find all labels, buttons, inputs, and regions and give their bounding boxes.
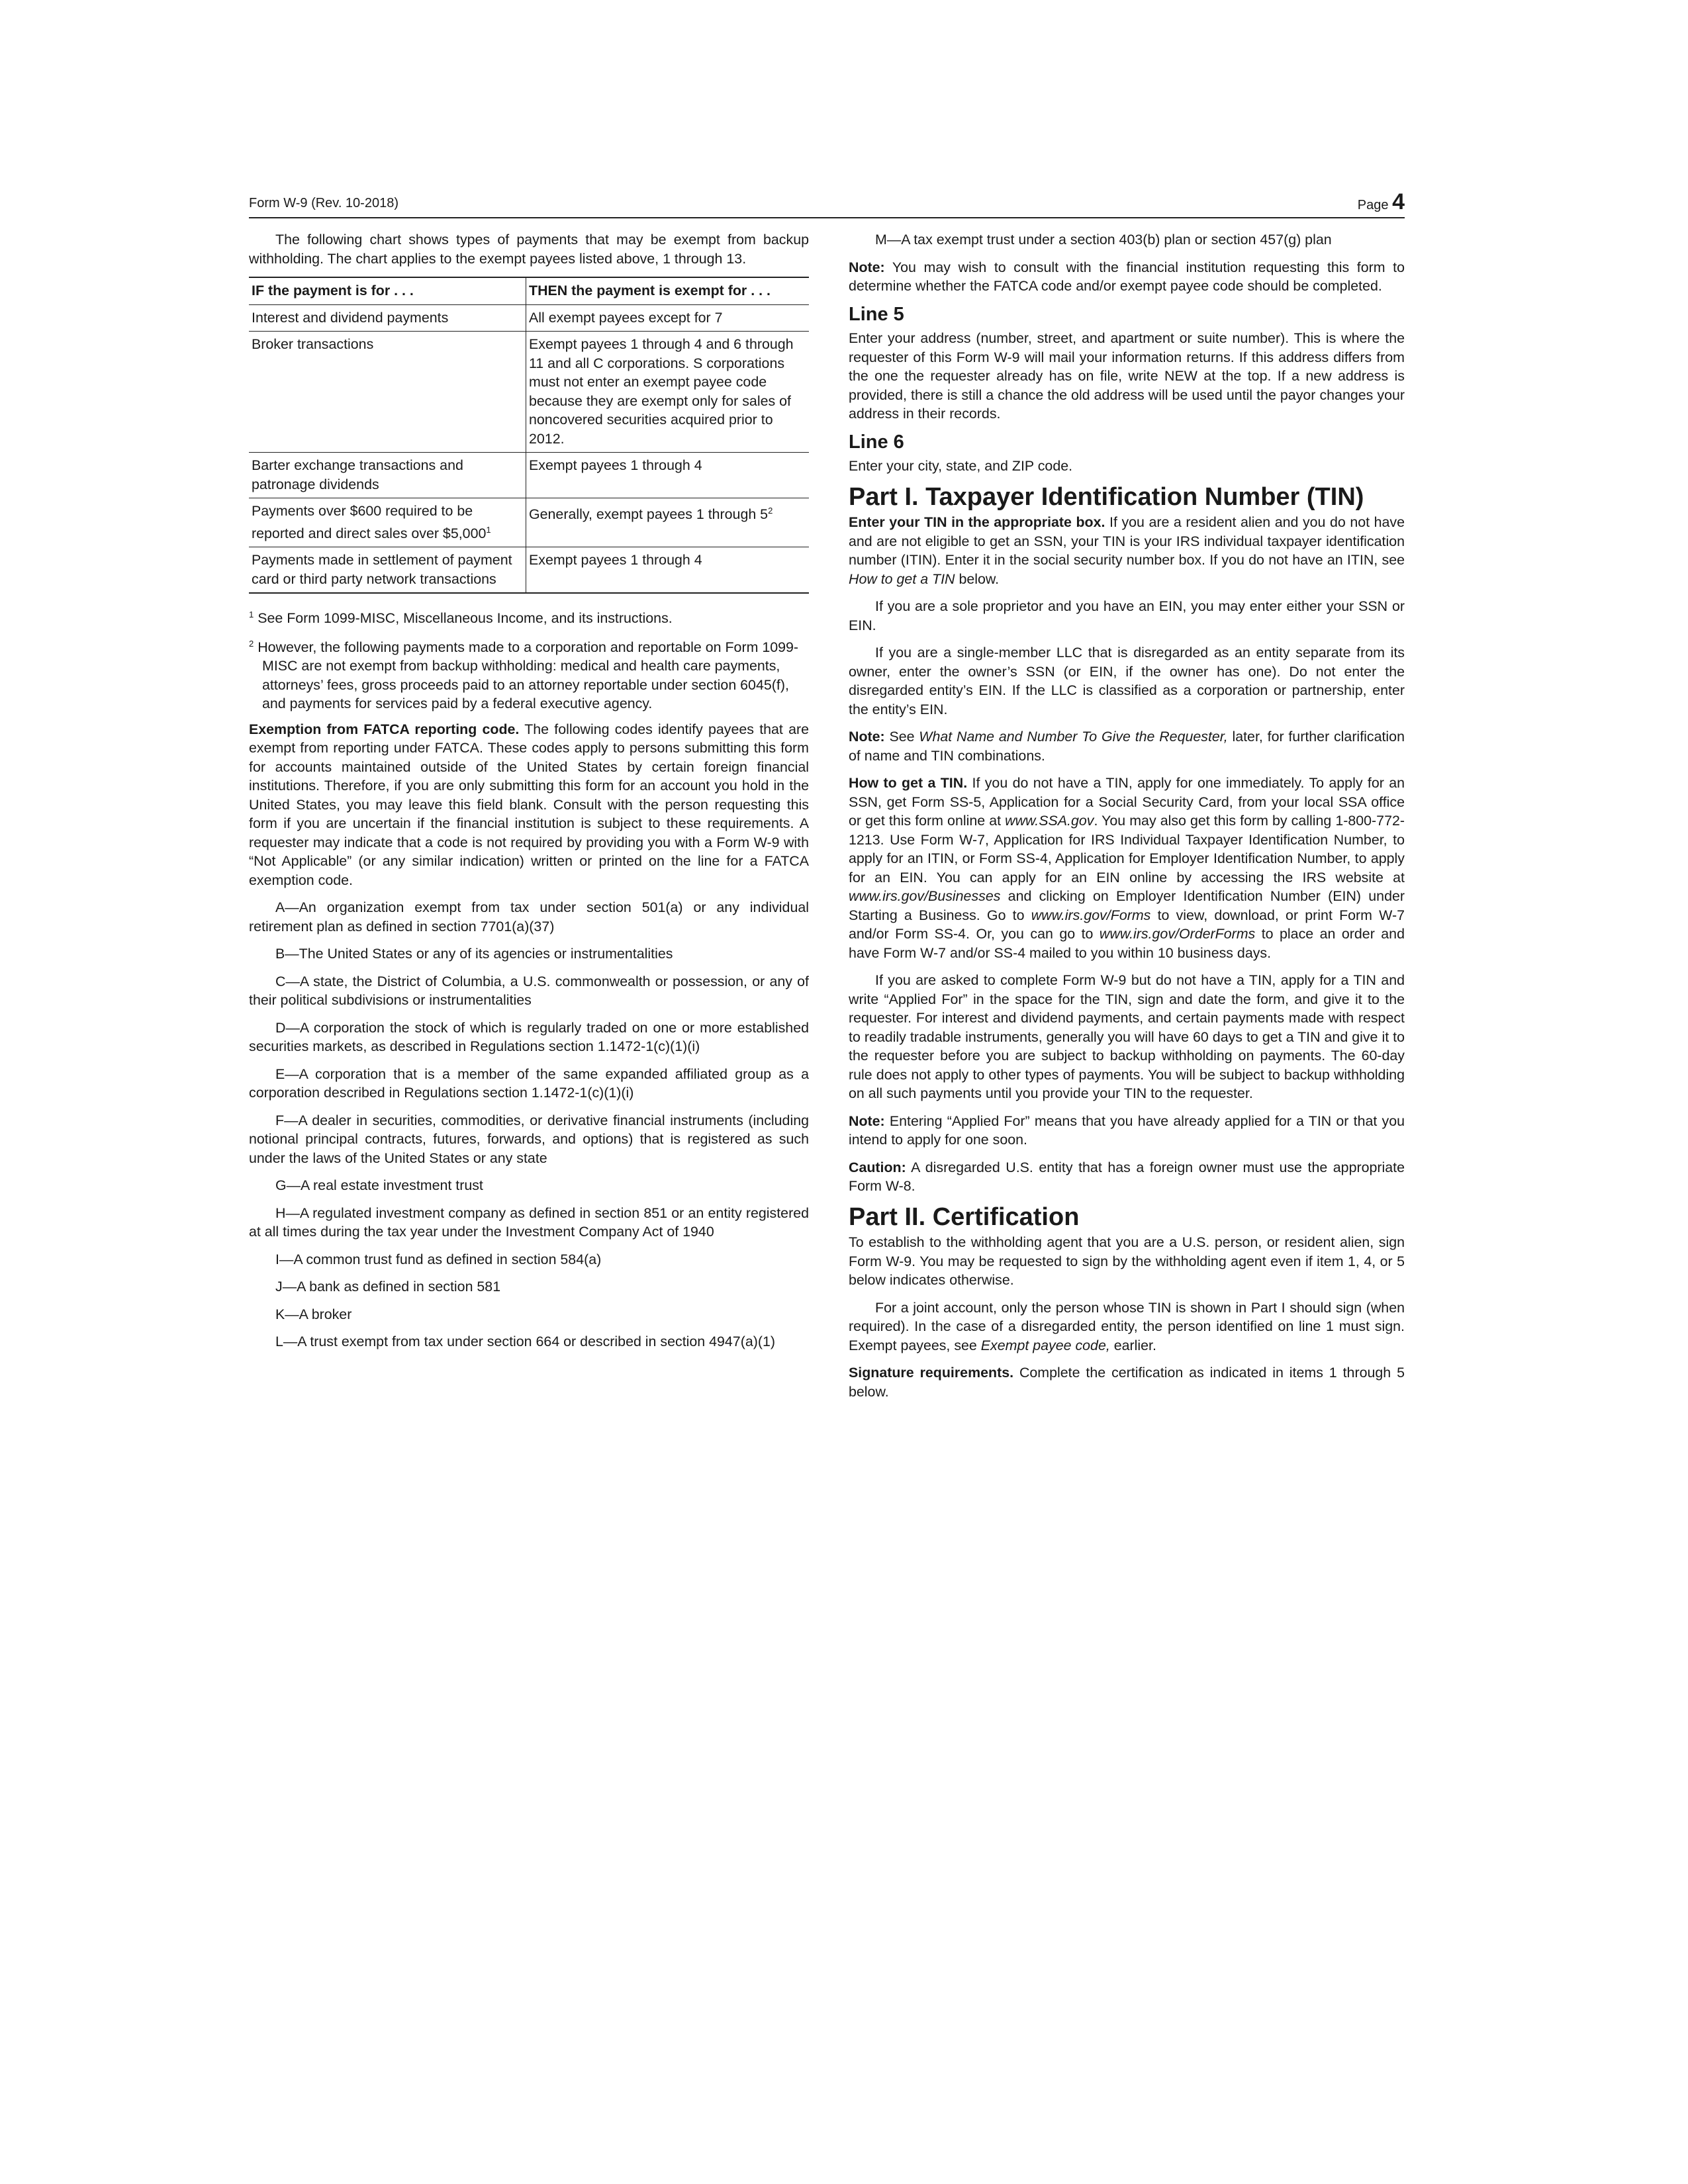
- fatca-code-h: H—A regulated investment company as defined in section 851 or an entity registered at all times during the tax year under the Investment Company Act of 1940: [249, 1205, 809, 1240]
- col-header-exempt: THEN the payment is exempt for . . .: [526, 277, 810, 304]
- line5-heading: Line 5: [849, 303, 904, 325]
- right-column: [849, 230, 1405, 1410]
- footnote-text: However, the following payments made to a corporation and reportable on Form 1099-MISC are not exempt from backup withholding: medical and health care payments, attorneys’ fees, gross proceeds paid to an attorney reportable under section 6045(f), and payments for services paid by a federal executive agency.: [258, 639, 799, 712]
- ssa-url: www.SSA.gov: [1005, 813, 1094, 829]
- caution-label: Caution:: [849, 1159, 906, 1175]
- header-rule: [249, 217, 1405, 218]
- line5-body: Enter your address (number, street, and apartment or suite number). This is where the requester of this Form W-9 will mail your information returns. If this address differs from the one the requester already has on file, write NEW at the top. If a new address is provided, there is still a chance the old address will be used until the payor changes your address in their records.: [849, 330, 1405, 422]
- fatca-code-m: M—A tax exempt trust under a section 403(b) plan or section 457(g) plan: [875, 232, 1332, 248]
- fatca-code-i: I—A common trust fund as defined in section 584(a): [275, 1251, 602, 1267]
- payment-cell: [249, 498, 526, 547]
- col-header-payment: IF the payment is for . . .: [249, 277, 526, 304]
- fatca-code-g: G—A real estate investment trust: [275, 1177, 483, 1194]
- sole-proprietor-paragraph: If you are a sole proprietor and you have an EIN, you may enter either your SSN or EIN.: [849, 598, 1405, 633]
- fatca-code-b: B—The United States or any of its agencies or instrumentalities: [275, 946, 673, 962]
- irs-businesses-url: www.irs.gov/Businesses: [849, 888, 1001, 904]
- form-id: Form W-9 (Rev. 10-2018): [249, 196, 399, 210]
- cert2-post: earlier.: [1113, 1337, 1156, 1353]
- note-label: Note:: [849, 729, 885, 745]
- fatca-code-j: J—A bank as defined in section 581: [275, 1279, 501, 1295]
- fatca-code-k: K—A broker: [275, 1306, 352, 1322]
- sig-lead: Signature requirements.: [849, 1365, 1014, 1381]
- certification-paragraph: To establish to the withholding agent that you are a U.S. person, or resident alien, sign Form W-9. You may be requested to sign by the withholding agent even if item 1, 4, or 5 below indicates otherwise.: [849, 1234, 1405, 1288]
- note-label: Note:: [849, 259, 885, 275]
- payment-cell: Payments made in settlement of payment card or third party network transactions: [249, 547, 526, 594]
- page-number: [1358, 189, 1405, 215]
- joint-account-paragraph: [849, 1298, 1405, 1355]
- applied-for-paragraph: If you are asked to complete Form W-9 but do not have a TIN, apply for a TIN and write “Applied For” in the space for the TIN, sign and date the form, and give it to the requester. For interest and dividend payments, and certain payments made with respect to readily tradable instruments, generally you will have 60 days to get a TIN and give it to the requester before you are subject to backup withholding on payments. The 60-day rule does not apply to other types of payments. You will be subject to backup withholding on all such payments until you provide your TIN to the requester.: [849, 972, 1405, 1101]
- caution-paragraph: [849, 1158, 1405, 1196]
- note-text: Entering “Applied For” means that you have already applied for a TIN or that you intend to apply for one soon.: [849, 1113, 1405, 1148]
- signature-requirements-paragraph: [849, 1363, 1405, 1401]
- llc-paragraph: If you are a single-member LLC that is disregarded as an entity separate from its owner, enter the owner’s SSN (or EIN, if the owner has one). Do not enter the disregarded entity’s EIN. If the LLC is classified as a corporation or partnership, enter the entity’s EIN.: [849, 645, 1405, 717]
- footnote-1: [249, 606, 809, 628]
- fatca-code-c: C—A state, the District of Columbia, a U.S. commonwealth or possession, or any of their political subdivisions or instrumentalities: [249, 973, 809, 1009]
- part1-heading: Part I. Taxpayer Identification Number (TIN): [849, 482, 1364, 511]
- exempt-cell: [526, 498, 810, 547]
- fatca-heading: Exemption from FATCA reporting code.: [249, 721, 520, 737]
- howto-a: If you do not have a TIN, apply for one immediately. To apply for an SSN, get Form SS-5, Application for a Social Security Card, from your local SSA office or get this form online at: [849, 775, 1405, 829]
- howto-e: to place an order and have Form W-7 and/or SS-4 mailed to you within 10 business days.: [849, 926, 1405, 961]
- footnote-ref: 1: [486, 524, 491, 535]
- note-text: You may wish to consult with the financial institution requesting this form to determine whether the FATCA code and/or exempt payee code should be completed.: [849, 259, 1405, 294]
- table-row: [249, 498, 809, 547]
- caution-text: A disregarded U.S. entity that has a foreign owner must use the appropriate Form W-8.: [849, 1159, 1405, 1194]
- howto-lead: How to get a TIN.: [849, 775, 968, 791]
- table-header-row: [249, 277, 809, 304]
- table-row: [249, 547, 809, 594]
- page-num: 4: [1392, 189, 1405, 214]
- note-fatca: [849, 258, 1405, 296]
- fatca-code-f: F—A dealer in securities, commodities, or derivative financial instruments (including notional principal contracts, futures, forwards, and options) that is registered as such under the laws of the United States or any state: [249, 1112, 809, 1166]
- chart-intro: The following chart shows types of payments that may be exempt from backup withholding. The chart applies to the exempt payees listed above, 1 through 13.: [249, 232, 809, 267]
- footnote-text: See Form 1099-MISC, Miscellaneous Income, and its instructions.: [258, 610, 673, 627]
- tin-body: If you are a resident alien and you do not have and are not eligible to get an SSN, your TIN is your IRS individual taxpayer identification number (ITIN). Enter it in the social security number box. If you do not have an ITIN, see: [849, 514, 1405, 568]
- note-post: later, for further clarification of name and TIN combinations.: [849, 729, 1405, 764]
- part2-heading: Part II. Certification: [849, 1203, 1080, 1231]
- irs-orderforms-url: www.irs.gov/OrderForms: [1099, 926, 1256, 942]
- footnote-mark: 2: [249, 638, 254, 649]
- note-ref: What Name and Number To Give the Requester,: [919, 729, 1228, 745]
- exempt-text: Generally, exempt payees 1 through 5: [529, 506, 769, 523]
- left-column: [249, 230, 809, 1360]
- table-row: [249, 304, 809, 332]
- exempt-cell: Exempt payees 1 through 4: [526, 453, 810, 498]
- exempt-cell: Exempt payees 1 through 4 and 6 through 11 and all C corporations. S corporations must not enter an exempt payee code because they are exempt only for sales of noncovered securities acquired prior to 2012.: [526, 332, 810, 453]
- fatca-paragraph: [249, 720, 809, 890]
- tin-paragraph: [849, 513, 1405, 588]
- note-label: Note:: [849, 1113, 885, 1129]
- irs-forms-url: www.irs.gov/Forms: [1031, 907, 1151, 923]
- payment-cell: Barter exchange transactions and patronage dividends: [249, 453, 526, 498]
- cert2-ref: Exempt payee code,: [980, 1337, 1110, 1353]
- note-name-number: [849, 727, 1405, 765]
- footnote-2: [249, 635, 809, 713]
- howto-d: to view, download, or print Form W-7 and/or Form SS-4. Or, you can go to: [849, 907, 1405, 942]
- how-to-get-tin-paragraph: [849, 774, 1405, 962]
- payment-text: Payments over $600 required to be reported and direct sales over $5,000: [252, 503, 487, 541]
- tin-tail: below.: [959, 570, 1000, 587]
- cert2-pre: For a joint account, only the person whose TIN is shown in Part I should sign (when required). In the case of a disregarded entity, the person identified on line 1 must sign. Exempt payees, see: [849, 1299, 1405, 1353]
- fatca-code-d: D—A corporation the stock of which is regularly traded on one or more established securities markets, as described in Regulations section 1.1472-1(c)(1)(i): [249, 1019, 809, 1055]
- exempt-cell: All exempt payees except for 7: [526, 304, 810, 332]
- table-row: [249, 453, 809, 498]
- page-label: Page: [1357, 198, 1389, 212]
- exempt-payments-table: [249, 277, 809, 594]
- line6-heading: Line 6: [849, 431, 904, 453]
- note-applied-for: [849, 1112, 1405, 1150]
- note-pre: See: [889, 729, 915, 745]
- payment-cell: Interest and dividend payments: [249, 304, 526, 332]
- fatca-code-l: L—A trust exempt from tax under section 664 or described in section 4947(a)(1): [275, 1334, 775, 1350]
- fatca-code-a: A—An organization exempt from tax under section 501(a) or any individual retirement plan as defined in section 7701(a)(37): [249, 899, 809, 934]
- footnote-mark: 1: [249, 610, 254, 620]
- fatca-body: The following codes identify payees that are exempt from reporting under FATCA. These codes apply to persons submitting this form for accounts maintained outside of the United States by certain foreign financial institutions. Therefore, if you are only submitting this form for an account you hold in the United States, you may leave this field blank. Consult with the person requesting this form if you are uncertain if the financial institution is subject to these requirements. A requester may indicate that a code is not required by providing you with a Form W-9 with “Not Applicable” (or any similar indication) written or printed on the line for a FATCA exemption code.: [249, 721, 809, 888]
- line6-body: Enter your city, state, and ZIP code.: [849, 458, 1073, 474]
- howto-b: . You may also get this form by calling 1-800-772-1213. Use Form W-7, Application for IRS Individual Taxpayer Identification Number, to apply for an ITIN, or Form SS-4, Application for Employer Identification Number, to apply for an EIN. You can apply for an EIN online by accessing the IRS website at: [849, 813, 1405, 886]
- sig-body: Complete the certification as indicated in items 1 through 5 below.: [849, 1365, 1405, 1400]
- tin-ref: How to get a TIN: [849, 570, 955, 587]
- tin-lead: Enter your TIN in the appropriate box.: [849, 514, 1105, 530]
- howto-c: and clicking on Employer Identification Number (EIN) under Starting a Business. Go to: [849, 888, 1405, 923]
- exempt-cell: Exempt payees 1 through 4: [526, 547, 810, 594]
- footnote-ref: 2: [768, 506, 773, 516]
- payment-cell: Broker transactions: [249, 332, 526, 453]
- table-row: [249, 332, 809, 453]
- fatca-code-e: E—A corporation that is a member of the same expanded affiliated group as a corporation described in Regulations section 1.1472-1(c)(1)(i): [249, 1066, 809, 1101]
